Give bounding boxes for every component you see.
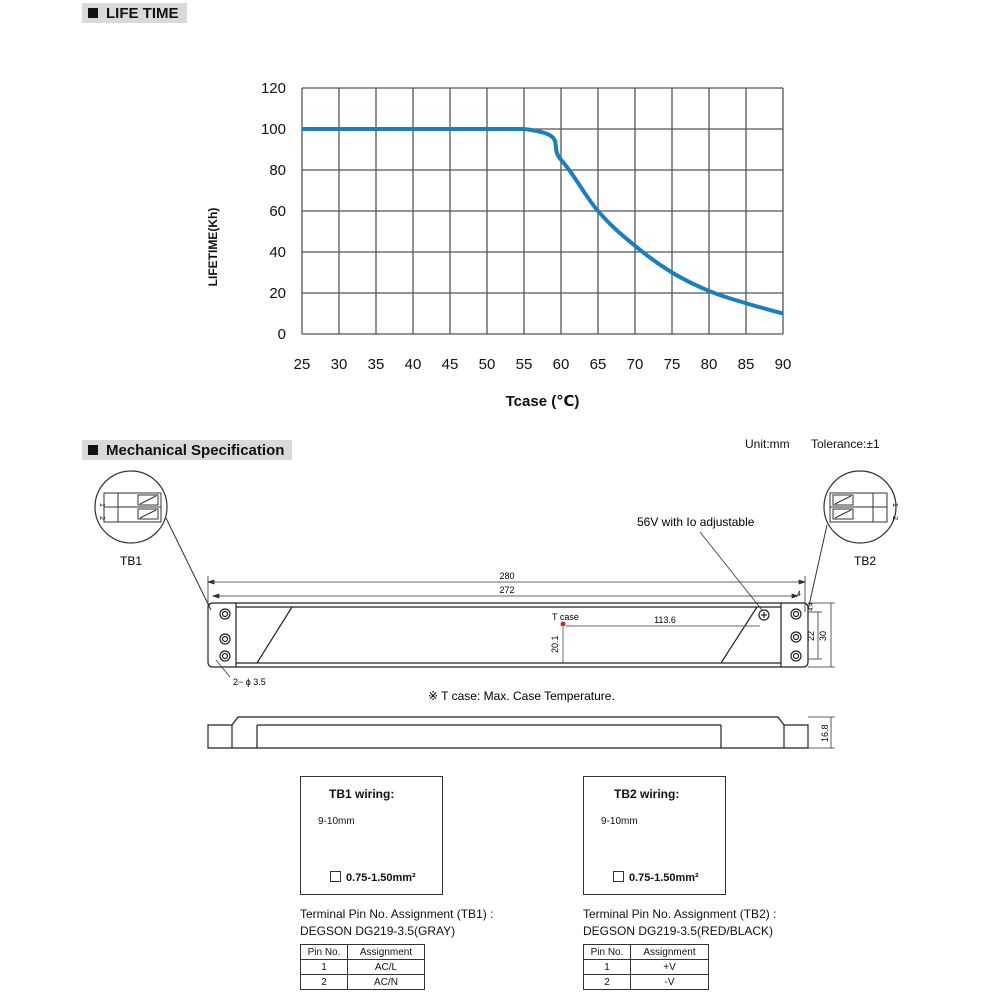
tb2-pin2-label: 2: [891, 516, 898, 520]
x-axis-label: Tcase (℃): [505, 393, 580, 410]
tb1-assignment-line2: DEGSON DG219-3.5(GRAY): [300, 924, 456, 938]
tb2-gauge: [613, 871, 699, 884]
table-cell: AC/N: [348, 975, 425, 990]
x-tick-label: 55: [515, 356, 533, 373]
tb2-callout: [808, 471, 898, 610]
dim-280-label: 280: [499, 571, 515, 581]
x-tick-label: 30: [330, 356, 348, 373]
table-row: [584, 960, 709, 975]
tb1-assignment-line1: Terminal Pin No. Assignment (TB1) :: [300, 907, 494, 921]
y-tick-label: 20: [269, 285, 286, 302]
mechanical-heading-text: Mechanical Specification: [106, 441, 285, 459]
tb2-pin1-label: 1: [891, 503, 898, 507]
hole-dim: 2− ϕ 3.5: [233, 677, 266, 687]
dim-small: 4: [797, 591, 801, 598]
table-cell: 2: [584, 975, 631, 990]
y-tick-label: 100: [260, 121, 286, 138]
y-axis-label: LIFETIME(Kh): [206, 207, 220, 287]
table-row: [301, 960, 425, 975]
tcase-label: T case: [552, 612, 579, 622]
tb2-gauge-text: 0.75-1.50mm²: [629, 872, 699, 884]
table-row: [301, 975, 425, 990]
y-tick-label: 80: [269, 162, 286, 179]
tb2-label: TB2: [854, 554, 877, 568]
adjust-note: 56V with Io adjustable: [637, 515, 755, 529]
x-tick-label: 35: [367, 356, 385, 373]
table-row: [584, 975, 709, 990]
table-cell: +V: [631, 960, 709, 975]
top-view-body: [208, 603, 808, 667]
life-time-heading-text: LIFE TIME: [106, 4, 179, 22]
tb1-pin-table: [300, 944, 425, 990]
tb1-assignment-text: [300, 906, 493, 940]
side-view-body: [208, 717, 808, 748]
tcase-point: [561, 622, 566, 627]
table-cell: 2: [301, 975, 348, 990]
tb1-gauge-text: 0.75-1.50mm²: [346, 872, 416, 884]
table-header: Assignment: [348, 945, 425, 960]
x-tick-label: 80: [700, 356, 718, 373]
tb2-assignment-line1: Terminal Pin No. Assignment (TB2) :: [583, 907, 777, 921]
checkbox-square-icon: [613, 871, 624, 882]
tb1-wiring-title: TB1 wiring:: [329, 787, 395, 801]
tb2-pin-table: [583, 944, 709, 990]
tb2-wiring-title: TB2 wiring:: [614, 787, 680, 801]
table-cell: 1: [584, 960, 631, 975]
table-header: Assignment: [631, 945, 709, 960]
tb1-callout: [95, 471, 211, 610]
table-header: Pin No.: [584, 945, 631, 960]
y-tick-label: 120: [260, 80, 286, 97]
dim-22: 22: [806, 630, 816, 641]
dim-30: 30: [818, 630, 828, 641]
x-tick-label: 65: [589, 356, 607, 373]
x-tick-label: 45: [441, 356, 459, 373]
tb1-strip-length: 9-10mm: [318, 816, 355, 827]
tb2-assignment-line2: DEGSON DG219-3.5(RED/BLACK): [583, 924, 774, 938]
table-cell: -V: [631, 975, 709, 990]
dim-thickness: 16.8: [820, 724, 830, 742]
x-tick-label: 70: [626, 356, 644, 373]
x-tick-label: 85: [737, 356, 755, 373]
tb2-strip-length: 9-10mm: [601, 816, 638, 827]
table-cell: 1: [301, 960, 348, 975]
checkbox-square-icon: [330, 871, 341, 882]
x-tick-label: 25: [293, 356, 311, 373]
y-tick-label: 40: [269, 244, 286, 261]
x-tick-label: 75: [663, 356, 681, 373]
tcase-note: ※ T case: Max. Case Temperature.: [428, 689, 615, 703]
x-tick-label: 50: [478, 356, 496, 373]
table-header: Pin No.: [301, 945, 348, 960]
tcase-x-dim: 113.6: [654, 615, 676, 625]
dim-small2: 4.4: [809, 602, 815, 611]
tb1-pin2-label: 2: [98, 516, 105, 520]
tcase-y-dim: 20.1: [550, 635, 560, 653]
dim-272-label: 272: [499, 585, 515, 595]
x-tick-label: 90: [774, 356, 792, 373]
tb1-pin1-label: 1: [98, 503, 105, 507]
x-tick-label: 60: [552, 356, 570, 373]
y-tick-label: 0: [277, 326, 286, 343]
tolerance-label: Tolerance:±1: [811, 437, 880, 451]
tb2-assignment-text: [583, 906, 776, 940]
unit-label: Unit:mm: [745, 437, 790, 451]
x-tick-label: 40: [404, 356, 422, 373]
y-tick-label: 60: [269, 203, 286, 220]
table-cell: AC/L: [348, 960, 425, 975]
tb1-label: TB1: [120, 554, 143, 568]
tb1-gauge: [330, 871, 416, 884]
